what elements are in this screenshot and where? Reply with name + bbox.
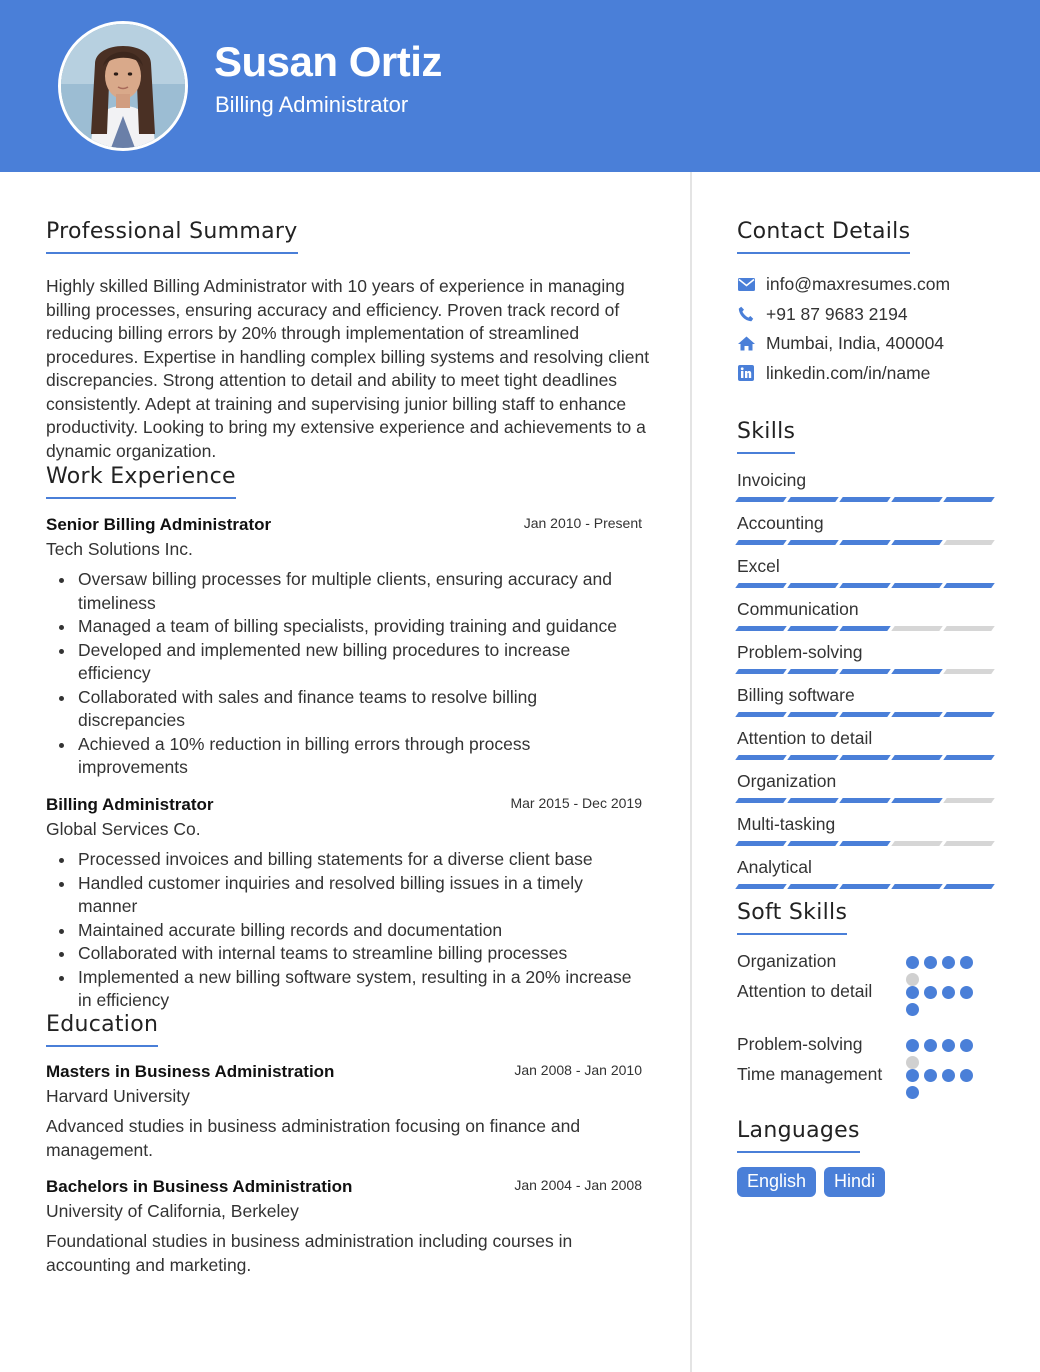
skill-level-segment [839, 712, 891, 717]
education-date: Jan 2004 - Jan 2008 [514, 1177, 642, 1193]
languages-section [737, 1118, 885, 1197]
job-bullet: Maintained accurate billing records and documentation [46, 919, 644, 943]
skill-level-segment [839, 798, 891, 803]
skill-level-segment [839, 841, 891, 846]
skill-level-segment [891, 841, 943, 846]
skill-name: Organization [737, 771, 837, 791]
skill-level-bar [737, 583, 993, 588]
rating-dot [906, 1039, 919, 1052]
soft-skill-name: Attention to detail [737, 981, 873, 1001]
skill-name: Problem-solving [737, 642, 863, 662]
job-bullets [46, 848, 644, 1013]
section-heading [737, 219, 914, 254]
skill-item [737, 857, 997, 900]
section-heading [737, 419, 799, 454]
skill-level-segment [943, 583, 995, 588]
job-date: Mar 2015 - Dec 2019 [510, 795, 642, 811]
skill-item [737, 728, 997, 771]
skill-level-segment [891, 712, 943, 717]
skills-heading: Skills [737, 419, 796, 444]
skill-level-segment [787, 583, 839, 588]
job-bullet: Oversaw billing processes for multiple clients, ensuring accuracy and timeliness [46, 568, 644, 615]
email-text[interactable]: info@maxresumes.com [766, 274, 951, 295]
profile-photo [58, 21, 188, 151]
soft-skill-name: Organization [737, 951, 837, 971]
skill-level-segment [735, 497, 787, 502]
education-date: Jan 2008 - Jan 2010 [514, 1062, 642, 1078]
summary-text: Highly skilled Billing Administrator with 10 years of experience in managing billing processes, ensuring accuracy and efficiency. Proven track record of reducing billing errors by 20% through implementation of streamlined procedures. Expertise in handling complex billing systems and resolving client discrepancies. Strong attention to detail and ability to meet tight deadlines consistently. Adept at training and supervising junior billing staff to enhance productivity. Looking to bring my extensive experience and achievements to a dynamic organization. [46, 276, 650, 461]
heading-underline [737, 452, 795, 454]
education-heading: Education [46, 1012, 159, 1037]
job-bullets [46, 568, 644, 780]
skill-level-segment [839, 884, 891, 889]
language-tags [737, 1167, 885, 1197]
skill-item [737, 771, 997, 814]
job-bullet: Developed and implemented new billing procedures to increase efficiency [46, 639, 644, 686]
phone-icon [737, 305, 755, 323]
skill-level-segment [735, 540, 787, 545]
rating-dot [906, 986, 919, 999]
address-text: Mumbai, India, 400004 [766, 333, 945, 354]
heading-underline [46, 497, 236, 499]
language-tag: Hindi [824, 1167, 885, 1197]
skill-name: Accounting [737, 513, 824, 533]
skill-item [737, 470, 997, 513]
skill-name: Multi-tasking [737, 814, 836, 834]
rating-dot [960, 1039, 973, 1052]
candidate-name: Susan Ortiz [214, 38, 442, 85]
rating-dot [942, 956, 955, 969]
skill-level-segment [787, 669, 839, 674]
education-description: Foundational studies in business administration including courses in accounting and marketing. [46, 1231, 573, 1275]
skill-level-bar [737, 798, 993, 803]
rating-dot [906, 956, 919, 969]
job-date: Jan 2010 - Present [523, 515, 642, 531]
skill-level-segment [839, 755, 891, 760]
soft-skill-item [737, 980, 997, 1033]
skill-name: Excel [737, 556, 780, 576]
envelope-icon [737, 276, 755, 294]
job-title: Senior Billing Administrator [46, 515, 272, 534]
skill-level-segment [839, 669, 891, 674]
languages-heading: Languages [737, 1118, 860, 1143]
rating-dot [906, 1003, 919, 1016]
job-bullet: Handled customer inquiries and resolved billing issues in a timely manner [46, 872, 644, 919]
skill-item [737, 642, 997, 685]
rating-dot [924, 956, 937, 969]
skill-level-segment [943, 497, 995, 502]
skill-level-bar [737, 841, 993, 846]
contact-email[interactable] [737, 270, 997, 300]
rating-dot [960, 986, 973, 999]
skill-level-segment [787, 798, 839, 803]
soft-skill-item [737, 1063, 997, 1116]
rating-dot [942, 1069, 955, 1082]
skill-level-segment [787, 841, 839, 846]
skill-name: Invoicing [737, 470, 807, 490]
skill-level-segment [839, 583, 891, 588]
school-name: Harvard University [46, 1086, 190, 1106]
skill-name: Analytical [737, 857, 812, 877]
rating-dot [906, 1069, 919, 1082]
skill-item [737, 556, 997, 599]
job-entry [46, 515, 644, 780]
home-icon [737, 335, 755, 353]
skill-item [737, 513, 997, 556]
job-bullet: Managed a team of billing specialists, providing training and guidance [46, 615, 644, 639]
skill-level-segment [787, 712, 839, 717]
skill-level-bar [737, 755, 993, 760]
skills-list [737, 470, 997, 900]
job-company: Global Services Co. [46, 819, 201, 839]
job-title: Billing Administrator [46, 795, 214, 814]
skill-level-segment [787, 755, 839, 760]
skill-level-segment [735, 798, 787, 803]
resume-header [0, 0, 1040, 172]
skill-level-segment [943, 884, 995, 889]
linkedin-text[interactable]: linkedin.com/in/name [766, 362, 931, 383]
skill-item [737, 814, 997, 857]
job-bullet: Achieved a 10% reduction in billing errors through process improvements [46, 733, 644, 780]
skill-level-segment [735, 669, 787, 674]
section-heading [46, 1012, 162, 1047]
degree-title: Masters in Business Administration [46, 1062, 335, 1081]
job-bullet: Collaborated with internal teams to streamline billing processes [46, 942, 644, 966]
heading-underline [46, 1045, 158, 1047]
skill-level-bar [737, 540, 993, 545]
skill-level-segment [943, 626, 995, 631]
contact-address [737, 329, 997, 359]
language-tag: English [737, 1167, 816, 1197]
experience-heading: Work Experience [46, 464, 236, 489]
experience-section [46, 464, 240, 499]
skill-level-segment [839, 540, 891, 545]
skill-name: Communication [737, 599, 859, 619]
column-divider [690, 172, 692, 1372]
section-heading [737, 900, 851, 935]
skill-level-segment [787, 497, 839, 502]
rating-dot [942, 1039, 955, 1052]
soft-skill-name: Problem-solving [737, 1034, 863, 1054]
rating-dot [924, 1039, 937, 1052]
soft-skills-heading: Soft Skills [737, 900, 848, 925]
skill-level-bar [737, 626, 993, 631]
job-bullet: Implemented a new billing software system, resulting in a 20% increase in efficiency [46, 966, 644, 1013]
education-entry [46, 1062, 644, 1162]
skill-level-segment [891, 626, 943, 631]
skill-level-segment [891, 497, 943, 502]
rating-dot [960, 956, 973, 969]
skill-level-segment [735, 755, 787, 760]
rating-dot [960, 1069, 973, 1082]
contact-section [737, 219, 914, 254]
contact-list [737, 270, 997, 388]
skill-name: Billing software [737, 685, 855, 705]
section-heading [46, 464, 240, 499]
skill-level-bar [737, 884, 993, 889]
skill-level-segment [943, 669, 995, 674]
skill-level-segment [735, 884, 787, 889]
heading-underline [737, 252, 910, 254]
skill-level-segment [735, 583, 787, 588]
section-heading [737, 1118, 864, 1153]
skill-level-segment [891, 884, 943, 889]
contact-phone[interactable] [737, 300, 997, 330]
skill-level-segment [943, 540, 995, 545]
skill-level-segment [891, 798, 943, 803]
skill-level-bar [737, 712, 993, 717]
heading-underline [46, 252, 298, 254]
school-name: University of California, Berkeley [46, 1201, 299, 1221]
skill-level-segment [943, 755, 995, 760]
soft-skills-section [737, 900, 851, 935]
skill-level-segment [787, 626, 839, 631]
job-bullet: Collaborated with sales and finance teams to resolve billing discrepancies [46, 686, 644, 733]
summary-section [46, 219, 302, 254]
degree-title: Bachelors in Business Administration [46, 1177, 353, 1196]
skill-level-bar [737, 669, 993, 674]
skills-section [737, 419, 799, 454]
skill-level-bar [737, 497, 993, 502]
skill-item [737, 685, 997, 728]
soft-skill-item [737, 950, 997, 980]
skill-level-segment [735, 841, 787, 846]
heading-underline [737, 1151, 860, 1153]
education-entry [46, 1177, 644, 1277]
job-bullet: Processed invoices and billing statements for a diverse client base [46, 848, 644, 872]
skill-item [737, 599, 997, 642]
linkedin-icon [737, 364, 755, 382]
summary-heading: Professional Summary [46, 219, 298, 244]
rating-dot [906, 1086, 919, 1099]
rating-dot [924, 1069, 937, 1082]
skill-level-segment [943, 798, 995, 803]
skill-level-segment [943, 712, 995, 717]
contact-heading: Contact Details [737, 219, 911, 244]
soft-skill-item [737, 1033, 997, 1063]
job-company: Tech Solutions Inc. [46, 539, 193, 559]
skill-level-segment [735, 626, 787, 631]
education-description: Advanced studies in business administration focusing on finance and management. [46, 1116, 581, 1160]
skill-level-segment [787, 884, 839, 889]
soft-skill-name: Time management [737, 1064, 883, 1084]
rating-dot [942, 986, 955, 999]
section-heading [46, 219, 302, 254]
heading-underline [737, 933, 847, 935]
skill-level-segment [839, 626, 891, 631]
education-section [46, 1012, 162, 1047]
skill-name: Attention to detail [737, 728, 873, 748]
contact-linkedin[interactable] [737, 359, 997, 389]
rating-dot [924, 986, 937, 999]
skill-level-segment [735, 712, 787, 717]
skill-level-segment [891, 583, 943, 588]
phone-text[interactable]: +91 87 9683 2194 [766, 303, 908, 324]
soft-skills-list [737, 950, 997, 1116]
skill-level-segment [839, 497, 891, 502]
skill-level-segment [891, 540, 943, 545]
profile-photo-illustration [61, 24, 185, 148]
skill-level-segment [891, 669, 943, 674]
skill-level-segment [787, 540, 839, 545]
skill-level-segment [943, 841, 995, 846]
job-entry [46, 795, 644, 1013]
skill-level-segment [891, 755, 943, 760]
candidate-title: Billing Administrator [215, 92, 409, 117]
